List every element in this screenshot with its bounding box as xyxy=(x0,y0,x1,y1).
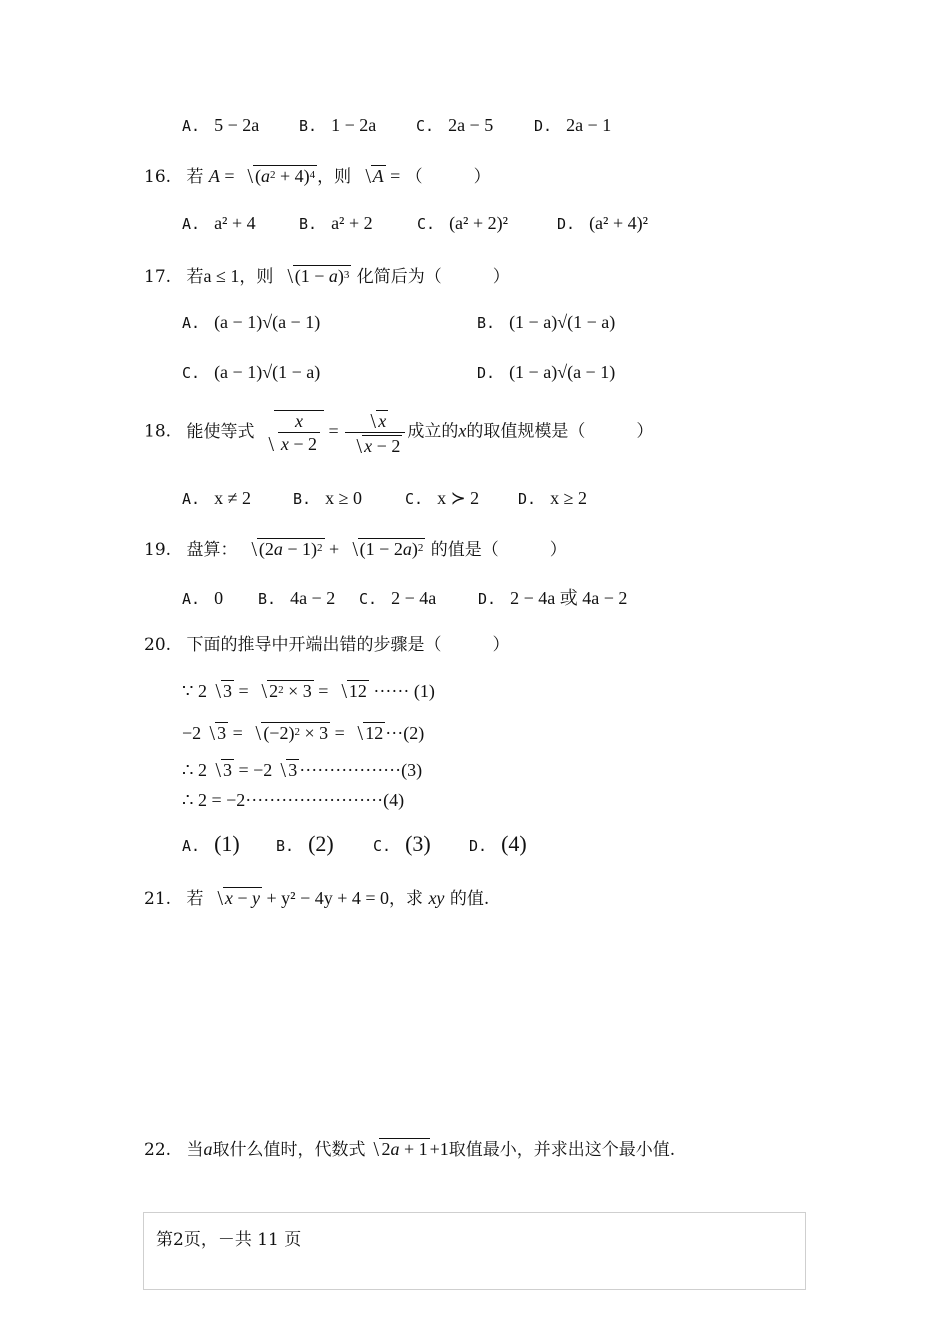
q18-formula: $\frac{x}{x - 2}$ = $\frac{x}{x - 2}$ xyxy=(260,421,407,441)
q16-option-d: D. (a² + 4)² xyxy=(557,213,648,233)
q17-option-d: D. (1 − a)√(a − 1) xyxy=(477,362,616,382)
q19-option-b: B. 4a − 2 xyxy=(258,588,336,608)
q21-stem: 21. 若 x − y + y² − 4y + 4 = 0，求 xy 的值. xyxy=(144,888,490,909)
q20-step-2: −2 $3 = (-2)^2 \times 3 = 12 \cdot\cdot\cdot(2)$ xyxy=(182,723,425,743)
question-number: 22. xyxy=(144,1140,172,1160)
q19-option-c: C. 2 − 4a xyxy=(359,588,437,608)
q18-option-b: B. x ≥ 0 xyxy=(293,488,362,508)
q20-option-c: C. (3) xyxy=(373,831,431,856)
question-number: 21. xyxy=(144,889,172,909)
q20-option-a: A. (1) xyxy=(182,831,240,856)
q22-formula: 2a + 1 +1 xyxy=(365,1139,448,1159)
q18-stem: 18. 能使等式 $\frac{x}{x - 2}$ = $\frac{x}{x - 2}$ 成立的x的取值规模是（ ） xyxy=(144,411,654,456)
q16-option-b: B. a² + 2 xyxy=(299,213,373,233)
q20-step-4: ∴ 2 = −2·······················(4) xyxy=(182,790,405,810)
q15-option-b: B. 1 − 2a xyxy=(299,115,377,135)
q17-stem: 17. 若a ≤ 1，则 $(1 - a)^3$ 化简后为（ ） xyxy=(144,266,510,287)
q16-sqrt-a: A = xyxy=(357,166,401,186)
q18-option-a: A. x ≠ 2 xyxy=(182,488,251,508)
page-number: 第2页，－共 11 页 xyxy=(156,1230,302,1250)
q16-option-a: A. a² + 4 xyxy=(182,213,256,233)
q17-formula: $(1 - a)^3$ xyxy=(279,266,352,286)
q22-stem: 22. 当a取什么值时，代数式 2a + 1 +1取值最小，并求出这个最小值. xyxy=(144,1139,676,1160)
q20-option-b: B. (2) xyxy=(276,831,334,856)
q18-option-d: D. x ≥ 2 xyxy=(518,488,587,508)
q19-stem: 19. 盘算： $(2a - 1)^2 + (1 - 2a)^2$ 的值是（ ） xyxy=(144,539,567,560)
q16-formula: $A = (a^2 + 4)^4$ xyxy=(208,166,316,186)
q20-stem: 20. 下面的推导中开端出错的步骤是（ ） xyxy=(144,635,510,655)
question-number: 17. xyxy=(144,267,172,287)
q16-stem: 16. 若 $A = (a^2 + 4)^4$ ，则 A = （ ） xyxy=(144,166,491,187)
q16-option-c: C. (a² + 2)² xyxy=(417,213,508,233)
q19-option-a: A. 0 xyxy=(182,588,224,608)
q18-option-c: C. x ≻ 2 xyxy=(405,488,480,508)
question-number: 20. xyxy=(144,635,172,655)
question-number: 16. xyxy=(144,167,172,187)
q15-option-a: A. 5 − 2a xyxy=(182,115,260,135)
q20-option-d: D. (4) xyxy=(469,831,527,856)
q20-step-3: ∴ 2 3 = −2 3 ·················(3) xyxy=(182,760,423,780)
question-number: 18. xyxy=(144,421,172,442)
q17-option-a: A. (a − 1)√(a − 1) xyxy=(182,312,321,332)
q15-option-d: D. 2a − 1 xyxy=(534,115,612,135)
q15-option-c: C. 2a − 5 xyxy=(416,115,494,135)
q20-step-1: ∵ 2 $3 = 2^2 \times 3 = 12$ ······ (1) xyxy=(182,681,435,701)
question-number: 19. xyxy=(144,540,172,560)
q21-formula: x − y + y² − 4y + 4 = 0 xyxy=(209,888,389,908)
q17-option-c: C. (a − 1)√(1 − a) xyxy=(182,362,321,382)
page-footer xyxy=(143,1212,806,1290)
q17-option-b: B. (1 − a)√(1 − a) xyxy=(477,312,616,332)
q19-option-d: D. 2 − 4a 或 4a − 2 xyxy=(478,588,628,608)
q19-formula: $(2a - 1)^2 + (1 - 2a)^2$ xyxy=(243,539,425,559)
